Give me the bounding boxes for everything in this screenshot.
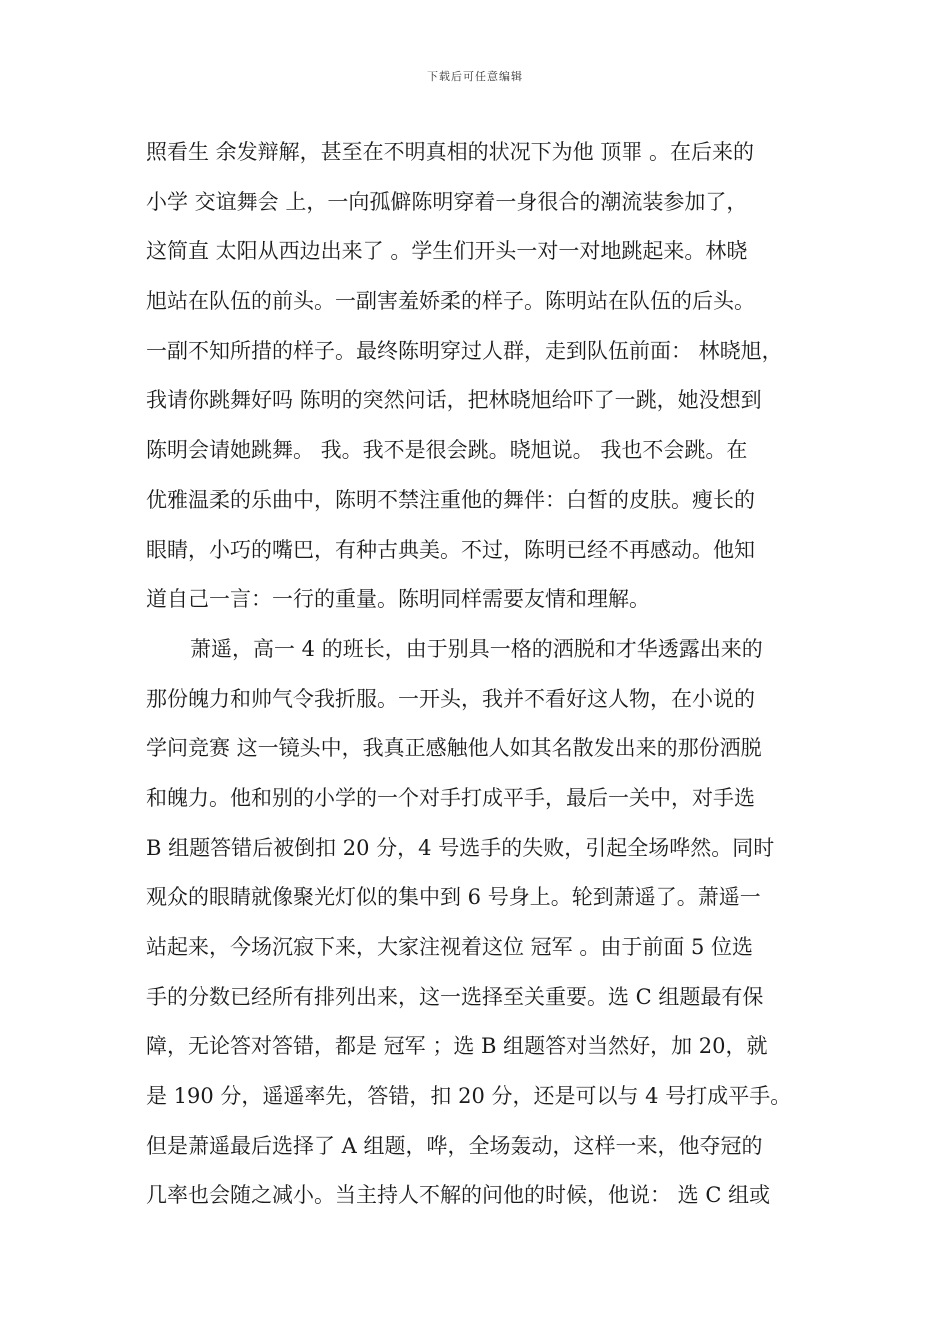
text-line: 那份魄力和帅气令我折服。一开头，我并不看好这人物，在小说的 [146, 686, 755, 711]
text-line: 小学 交谊舞会 上，一向孤僻陈明穿着一身很合的潮流装参加了， [146, 189, 748, 214]
text-line: 道自己一言：一行的重量。陈明同样需要友情和理解。 [146, 587, 650, 612]
text-line: 观众的眼睛就像聚光灯似的集中到 6 号身上。轮到萧遥了。萧遥一 [146, 885, 761, 910]
text-line: 我请你跳舞好吗 陈明的突然问话，把林晓旭给吓了一跳，她没想到 [146, 388, 762, 413]
text-line: 但是萧遥最后选择了 A 组题，哗，全场轰动，这样一来，他夺冠的 [146, 1133, 763, 1158]
text-line: 优雅温柔的乐曲中，陈明不禁注重他的舞伴：白皙的皮肤。瘦长的 [146, 487, 755, 512]
text-line: 和魄力。他和别的小学的一个对手打成平手，最后一关中，对手选 [146, 785, 755, 810]
text-line: 手的分数已经所有排列出来，这一选择至关重要。选 C 组题最有保 [146, 984, 764, 1009]
paragraph-start-line: 萧遥，高一 4 的班长，由于别具一格的洒脱和才华透露出来的 [190, 636, 763, 661]
text-line: 学问竞赛 这一镜头中，我真正感触他人如其名散发出来的那份洒脱 [146, 736, 762, 761]
text-line: 几率也会随之减小。当主持人不解的问他的时候，他说： 选 C 组或 [146, 1183, 771, 1208]
text-line: 眼睛，小巧的嘴巴，有种古典美。不过，陈明已经不再感动。他知 [146, 537, 755, 562]
text-line: B 组题答错后被倒扣 20 分，4 号选手的失败，引起全场哗然。同时 [146, 835, 775, 860]
body-text [146, 128, 810, 1221]
text-line: 障，无论答对答错，都是 冠军 ；选 B 组题答对当然好，加 20，就 [146, 1034, 768, 1059]
text-line: 照看生 余发辩解，甚至在不明真相的状况下为他 顶罪 。在后来的 [146, 140, 755, 164]
text-line: 旭站在队伍的前头。一副害羞娇柔的样子。陈明站在队伍的后头。 [146, 289, 755, 314]
text-line: 这简直 太阳从西边出来了 。学生们开头一对一对地跳起来。林晓 [146, 239, 748, 264]
text-line: 是 190 分，遥遥率先，答错，扣 20 分，还是可以与 4 号打成平手。 [146, 1084, 792, 1109]
text-line: 一副不知所措的样子。最终陈明穿过人群，走到队伍前面： 林晓旭， [146, 338, 783, 363]
text-line: 陈明会请她跳舞。 我。我不是很会跳。晓旭说。 我也不会跳。在 [146, 438, 748, 463]
text-line: 站起来，今场沉寂下来，大家注视着这位 冠军 。由于前面 5 位选 [146, 935, 754, 959]
page-header-note: 下载后可任意编辑 [427, 70, 523, 83]
